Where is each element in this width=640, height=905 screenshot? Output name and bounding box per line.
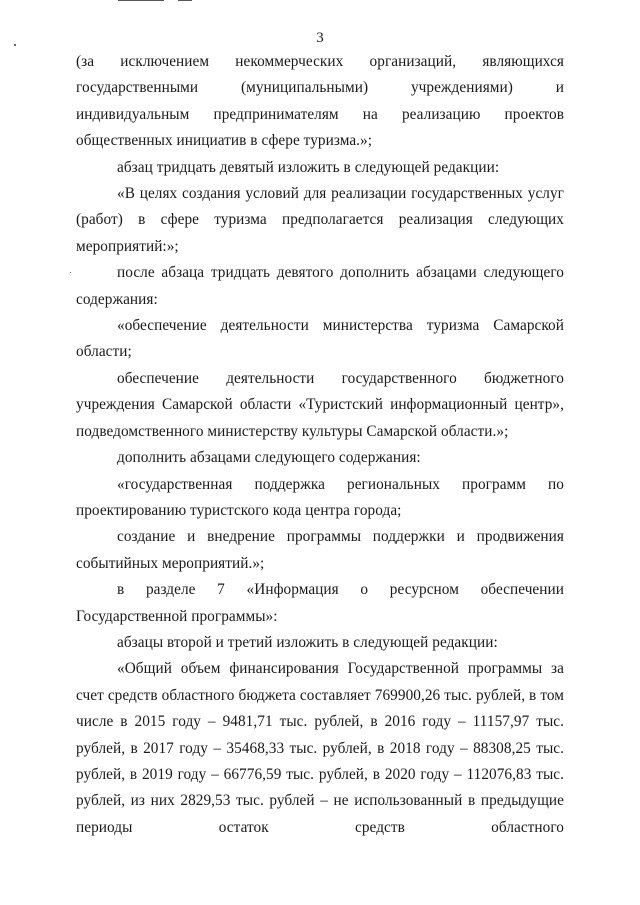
paragraph: «В целях создания условий для реализации государственных услуг (работ) в сфере туризма предполагается реализация следующих мероприятий:»; (76, 185, 564, 255)
paragraph: «обеспечение деятельности министерства туризма Самарской области; (76, 317, 564, 361)
paragraph: в разделе 7 «Информация о ресурсном обеспечении Государственной программы»: (76, 581, 564, 625)
paragraph-continuation: (за исключением некоммерческих организаций, являющихся государственными (муниципальными) учреждениями) и индивидуальным предпринимателям на реализацию проектов общественных инициатив в сфере туризма.»; (76, 53, 564, 150)
paragraph: абзацы второй и третий изложить в следующей редакции: (117, 633, 498, 651)
paragraph: абзац тридцать девятый изложить в следующей редакции: (117, 158, 500, 176)
document-body (76, 49, 564, 841)
scan-mark-top-left (118, 0, 164, 1)
paragraph: создание и внедрение программы поддержки и продвижения событийных мероприятий.»; (76, 528, 564, 572)
paragraph-continues-next-page: «Общий объем финансирования Государственной программы за счет средств областного бюджета составляет 769900,26 тыс. рублей, в том числе в 2015 году – 9481,71 тыс. рублей, в 2016 году – 11157,97 тыс. рублей, в 2017 году – 35468,33 тыс. рублей, в 2018 году – 88308,25 тыс. рублей, в 2019 году – 66776,59 тыс. рублей, в 2020 году – 112076,83 тыс. рублей, из них 2829,53 тыс. рублей – не использованный в предыдущие периоды остаток средств областного (76, 660, 564, 836)
scan-mark-top-right (178, 0, 192, 1)
paragraph: «государственная поддержка региональных программ по проектированию туристского кода центра города; (76, 475, 564, 519)
paragraph: дополнить абзацами следующего содержания: (117, 449, 421, 467)
scan-speck (70, 272, 71, 273)
paragraph: после абзаца тридцать девятого дополнить абзацами следующего содержания: (76, 264, 564, 308)
page-number: 3 (316, 30, 324, 46)
paragraph: обеспечение деятельности государственного бюджетного учреждения Самарской области «Туристский информационный центр», подведомственного министерству культуры Самарской области.»; (76, 369, 564, 440)
